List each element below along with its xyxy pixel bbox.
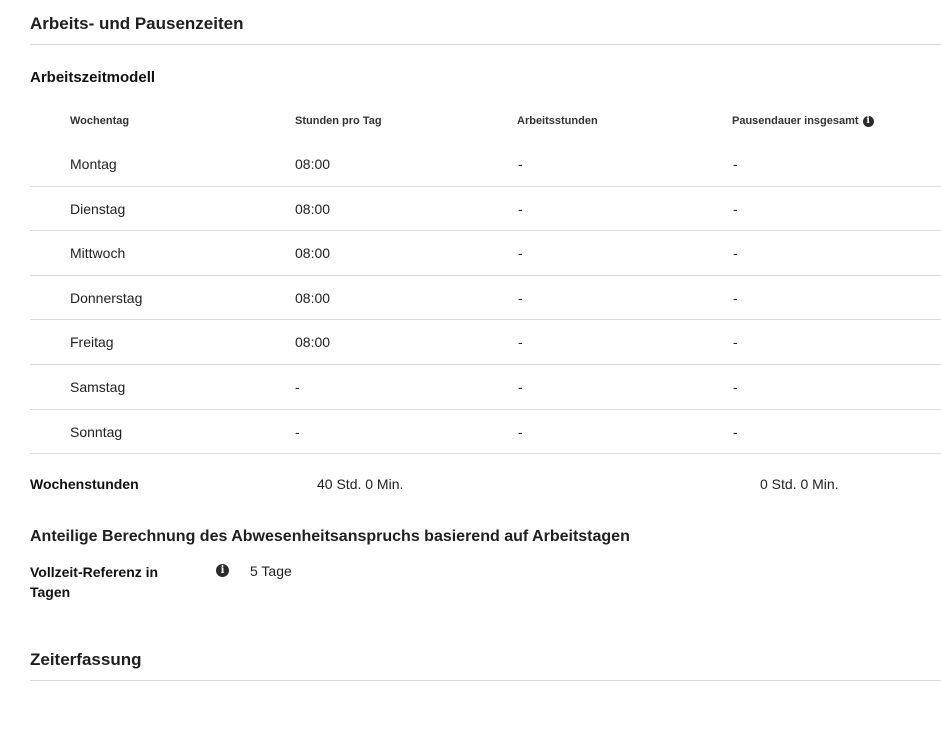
cell-weekday: Mittwoch — [70, 245, 126, 262]
cell-weekday: Freitag — [70, 334, 114, 351]
weekly-hours-label: Wochenstunden — [30, 476, 139, 492]
header-hours-per-day: Stunden pro Tag — [295, 115, 382, 127]
cell-hours-per-day: 08:00 — [295, 200, 331, 217]
info-icon[interactable]: i — [863, 116, 874, 127]
cell-weekday: Montag — [70, 156, 117, 172]
cell-weekday: Sonntag — [70, 423, 123, 440]
cell-hours-per-day: 08:00 — [295, 334, 331, 351]
fulltime-reference-label: Vollzeit-Referenz in Tagen — [30, 564, 159, 600]
cell-work-hours: - — [518, 200, 523, 217]
info-icon[interactable]: i — [216, 564, 229, 577]
cell-break-total: - — [733, 334, 738, 351]
cell-hours-per-day: - — [295, 423, 300, 440]
cell-work-hours: - — [518, 423, 523, 440]
cell-weekday: Dienstag — [70, 200, 126, 217]
header-work-hours: Arbeitsstunden — [517, 115, 598, 127]
header-break-total-label: Pausendauer insgesamt — [732, 115, 859, 127]
header-break-total — [732, 115, 874, 127]
table-row — [30, 187, 941, 232]
section-divider — [30, 680, 941, 681]
cell-work-hours: - — [518, 334, 523, 351]
cell-break-total: - — [733, 378, 738, 395]
weekly-break-total: 0 Std. 0 Min. — [760, 476, 839, 492]
table-row — [30, 231, 941, 276]
fulltime-reference-value: 5 Tage — [250, 563, 292, 579]
weekly-hours-total: 40 Std. 0 Min. — [317, 476, 404, 492]
cell-break-total: - — [733, 200, 738, 217]
cell-work-hours: - — [518, 156, 523, 172]
cell-work-hours: - — [518, 289, 523, 306]
cell-break-total: - — [733, 423, 738, 440]
header-weekday: Wochentag — [70, 115, 130, 127]
table-row — [30, 365, 941, 410]
cell-hours-per-day: 08:00 — [295, 245, 331, 262]
cell-break-total: - — [733, 289, 738, 306]
section-title-work-break-times: Arbeits- und Pausenzeiten — [30, 14, 244, 33]
absence-calc-title: Anteilige Berechnung des Abwesenheitsanspruchs basierend auf Arbeitstagen — [30, 528, 630, 545]
table-body — [30, 142, 941, 454]
work-time-model-title: Arbeitszeitmodell — [30, 69, 156, 86]
cell-hours-per-day: 08:00 — [295, 289, 331, 306]
table-row — [30, 142, 941, 187]
section-divider — [30, 44, 941, 45]
work-time-model-table — [30, 108, 941, 454]
table-row — [30, 410, 941, 455]
table-header — [30, 108, 941, 142]
cell-break-total: - — [733, 156, 738, 172]
section-title-time-tracking: Zeiterfassung — [30, 650, 142, 669]
cell-hours-per-day: - — [295, 378, 300, 395]
cell-break-total: - — [733, 245, 738, 262]
cell-hours-per-day: 08:00 — [295, 156, 331, 172]
cell-weekday: Donnerstag — [70, 289, 143, 306]
cell-work-hours: - — [518, 378, 523, 395]
table-row — [30, 276, 941, 321]
weekly-hours-summary — [30, 476, 941, 496]
table-row — [30, 320, 941, 365]
cell-work-hours: - — [518, 245, 523, 262]
cell-weekday: Samstag — [70, 378, 126, 395]
